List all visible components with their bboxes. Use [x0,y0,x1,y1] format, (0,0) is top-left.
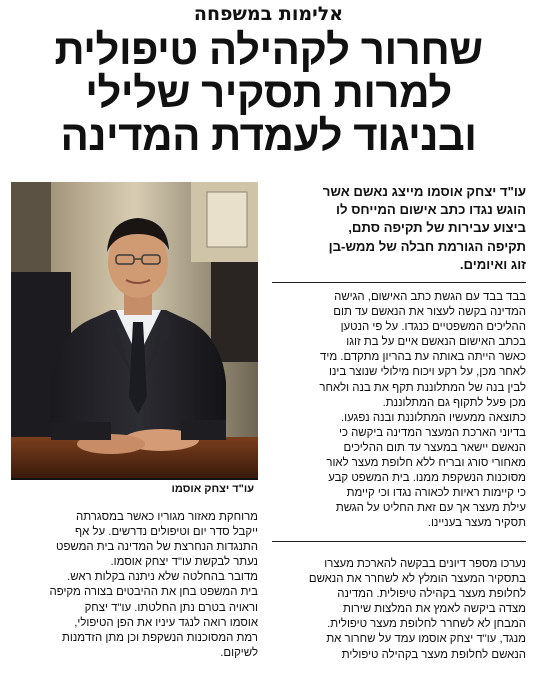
text-line: זוג ואיומים. [459,256,526,272]
text-line: הנאשם יישאר במעצר עד תום ההליכים [343,441,526,454]
text-line: מאחורי סורג ובריח ללא חלופת מעצר לאור [326,457,526,470]
text-line: בבד בבד עם הגשת כתב האישום, הגישה [334,291,526,303]
text-line: תקיפה הגורמת חבלה של ממש-בן [328,238,526,254]
text-line: הנאשם לחלופת מעצר בקהילה טיפולית [341,648,526,661]
lead-paragraph [272,183,526,274]
text-line: מרוחקת מאזור מגוריו כאשר במסגרתה [76,511,258,523]
text-line: כי קיימות ראיות לכאורה נגדו וכי קיימת [346,487,526,500]
text-line: כתוצאה ממעשיו המתלוננת ובנה נפגעו. [340,411,526,424]
text-line: בדיוני הארכת המעצר המדינה ביקשה כי [338,426,526,439]
text-line: לחלופת מעצר בקהילה טיפולית. המדינה [337,588,526,601]
body-column-right-top [272,290,526,532]
photo [11,182,258,478]
photo-caption: עו"ד יצחק אוסמו [11,478,258,497]
text-line: רמת המסוכנות הנשקפת וכן מתן הזדמנות [62,631,258,644]
text-line: מסוכנות הנשקפת ממנו. בית המשפט קבע [328,472,526,485]
text-line: וראויה בטרם נתן החלטתו. עו"ד יצחק [84,601,258,614]
text-line: לאחר מכן, על רקע ויכוח מילולי שנוצר בינו [328,366,526,379]
body-column-right-bottom [272,557,526,663]
text-line: כאשר הייתה באותה עת בהריון מתקדם. מיד [320,351,526,364]
text-line: נערכו מספר דיונים בבקשה להארכת מעצרו [324,558,526,570]
headline [0,28,537,157]
text-line: בתסקיר המעצר הומלץ לא לשחרר את הנאשם [308,573,526,586]
text-line: התנגדות הנחרצת של המדינה בית המשפט [56,541,258,554]
text-line: ביצוע עבירות של תקיפה סתם, [348,220,526,236]
text-line: בית המשפט בחן את ההיבטים בצורה מקיפה [49,586,258,599]
text-line: בכתב האישום הנאשם איים על בת זוגו [346,336,526,349]
text-line: לשיקום. [220,646,258,659]
text-line: מכן פעל לתקוף גם המתלוננת. [382,396,526,409]
divider [272,282,526,283]
lawyer-portrait-image [11,182,258,478]
text-line: הוגש נגדו כתב אישום המייחס לו [336,202,526,218]
text-line: עילת מעצר אך עם זאת החליט על הגשת [335,502,526,515]
text-line: המדינה בקשה לעצור את הנאשם עד תום [333,306,526,319]
headline-line: שחרור לקהילה טיפולית [54,26,483,73]
text-line: מצדה ביקשה לאמץ את המלצות שירות [342,603,526,616]
headline-line: למרות תסקיר שלילי [85,69,452,116]
text-line: מדובר בהחלטה שלא ניתנה בקלות ראש. [67,571,258,584]
headline-line: ובניגוד לעמדת המדינה [60,112,477,159]
text-line: ייקבל סדר יום וטיפולים נדרשים. על אף [75,526,258,539]
text-line: מנגד, עו"ד יצחק אוסמו עמד על שחרור את [326,633,526,646]
text-line: ההליכים המשפטיים כנגדו. על פי הנטען [340,321,526,334]
text-line: עו"ד יצחק אוסמו מייצג נאשם אשר [322,184,526,199]
text-line: נעתר לבקשת עו"ד יצחק אוסמו. [110,556,258,569]
text-line: אוסמו רואה לנגד עיניו את הפן הטיפולי, [74,616,258,629]
body-column-left [11,510,258,661]
kicker: אלימות במשפחה [193,3,344,25]
text-line: לבין בנה של המתלוננת תקף את בנה ולאחר [319,381,526,394]
text-line: תסקיר מעצר בעניינו. [427,517,526,530]
text-line: המבחן לא לשחרר לחלופת מעצר טיפולית. [327,618,526,631]
divider [272,541,526,542]
